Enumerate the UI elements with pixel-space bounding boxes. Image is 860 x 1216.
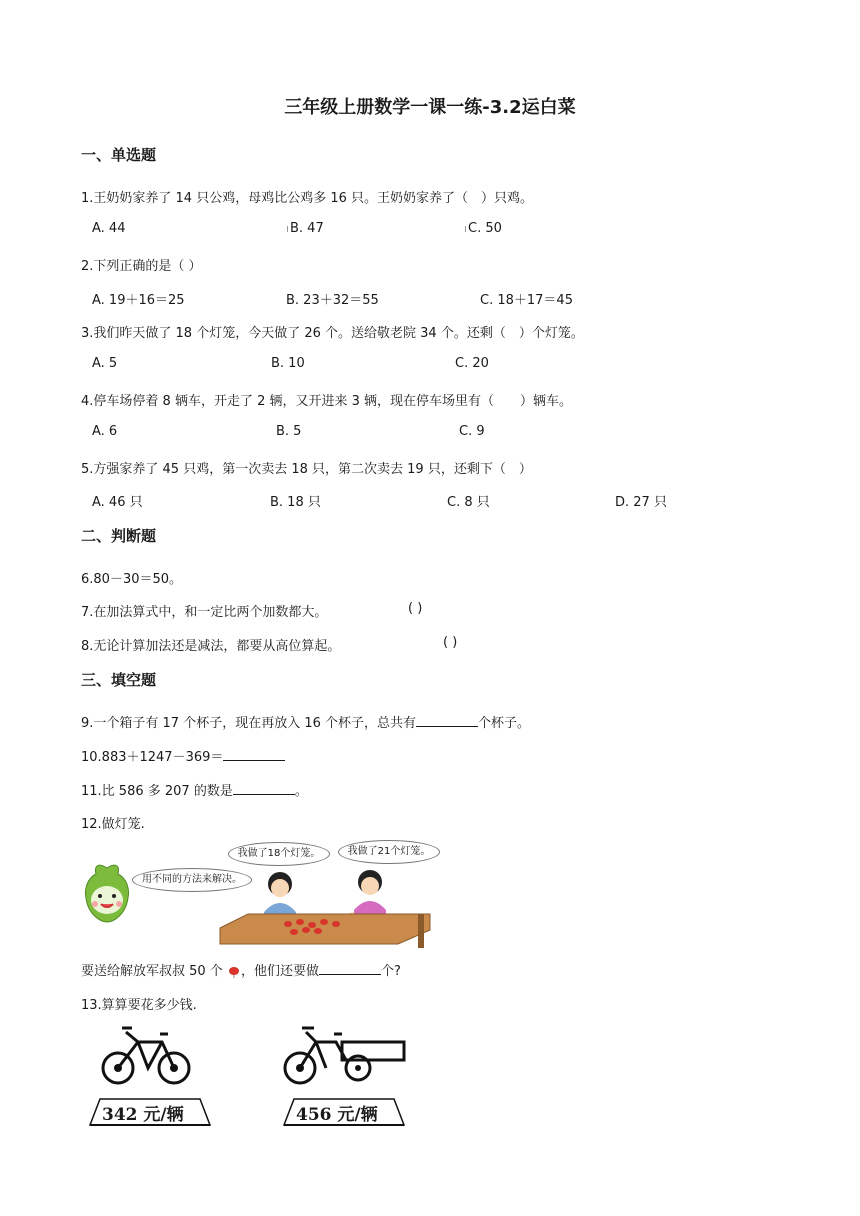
- question-3: 3.我们昨天做了 18 个灯笼，今天做了 26 个。送给敬老院 34 个。还剩（ ）个灯笼。: [81, 326, 584, 341]
- q4-option-a[interactable]: A. 6: [92, 424, 118, 439]
- q5-option-b[interactable]: B. 18 只: [270, 495, 321, 510]
- q10-blank[interactable]: [223, 748, 285, 761]
- price-bicycle: 342 元/辆: [102, 1105, 184, 1125]
- q9-blank[interactable]: [416, 714, 478, 727]
- question-9: 9.一个箱子有 17 个杯子，现在再放入 16 个杯子，总共有 个杯子。: [81, 716, 531, 731]
- q5-option-a[interactable]: A. 46 只: [92, 495, 143, 510]
- lantern-illustration: [80, 838, 440, 948]
- q12-blank[interactable]: [319, 962, 381, 975]
- price-tag-tricycle: [282, 1097, 378, 1125]
- price-tricycle: 456 元/辆: [296, 1105, 378, 1125]
- question-8: 8.无论计算加法还是减法，都要从高位算起。: [81, 639, 341, 654]
- q1-option-a[interactable]: A. 44: [92, 221, 126, 236]
- question-12: 12.做灯笼.: [81, 817, 145, 832]
- price-tag-bicycle: [88, 1097, 184, 1125]
- q4-option-b[interactable]: B. 5: [276, 424, 302, 439]
- q2-option-a[interactable]: A. 19＋16＝25: [92, 293, 185, 308]
- q3-option-c[interactable]: C. 20: [455, 356, 489, 371]
- bicycle-icon: [96, 1020, 196, 1088]
- q2-option-b[interactable]: B. 23＋32＝55: [286, 293, 379, 308]
- q3-option-b[interactable]: B. 10: [271, 356, 305, 371]
- mascot-icon: [80, 862, 134, 924]
- speech-bubble-girl-1: 我做了18个灯笼。: [228, 842, 330, 866]
- question-1: 1.王奶奶家养了 14 只公鸡，母鸡比公鸡多 16 只。王奶奶家养了（ ）只鸡。: [81, 191, 534, 206]
- section-heading-true-false: 二、判断题: [81, 527, 157, 545]
- q1-option-c[interactable]: C. 50: [465, 221, 502, 236]
- question-5: 5.方强家养了 45 只鸡，第一次卖去 18 只，第二次卖去 19 只，还剩下（ ）: [81, 462, 532, 477]
- girls-at-desk-icon: [218, 864, 440, 948]
- question-6: 6.80－30＝50。: [81, 572, 183, 587]
- question-7: 7.在加法算式中，和一定比两个加数都大。: [81, 605, 328, 620]
- q4-option-c[interactable]: C. 9: [459, 424, 485, 439]
- q1-option-b[interactable]: B. 47: [287, 221, 324, 236]
- lantern-icon: [227, 965, 241, 979]
- q5-option-d[interactable]: D. 27 只: [615, 495, 667, 510]
- question-13: 13.算算要花多少钱.: [81, 998, 197, 1013]
- q5-option-c[interactable]: C. 8 只: [447, 495, 490, 510]
- q8-answer-paren[interactable]: ( ): [443, 635, 458, 650]
- question-4: 4.停车场停着 8 辆车，开走了 2 辆，又开进来 3 辆，现在停车场里有（ ）辆车。: [81, 394, 573, 409]
- section-heading-single-choice: 一、单选题: [81, 146, 157, 164]
- question-10: 10.883＋1247－369＝: [81, 746, 285, 765]
- q7-answer-paren[interactable]: ( ): [408, 601, 423, 616]
- question-11: 11.比 586 多 207 的数是 。: [81, 784, 308, 799]
- question-2: 2.下列正确的是（ ）: [81, 259, 202, 274]
- speech-bubble-girl-2: 我做了21个灯笼。: [338, 840, 440, 864]
- q11-blank[interactable]: [233, 782, 295, 795]
- tricycle-icon: [276, 1020, 410, 1088]
- page-title: 三年级上册数学一课一练-3.2运白菜: [284, 97, 576, 118]
- q2-option-c[interactable]: C. 18＋17＝45: [480, 293, 573, 308]
- question-12-ask: 要送给解放军叔叔 50 个 ，他们还要做 个?: [81, 964, 401, 979]
- speech-bubble-mascot: 用不同的方法来解决。: [132, 868, 252, 892]
- q3-option-a[interactable]: A. 5: [92, 356, 118, 371]
- section-heading-fill-blank: 三、填空题: [81, 671, 157, 689]
